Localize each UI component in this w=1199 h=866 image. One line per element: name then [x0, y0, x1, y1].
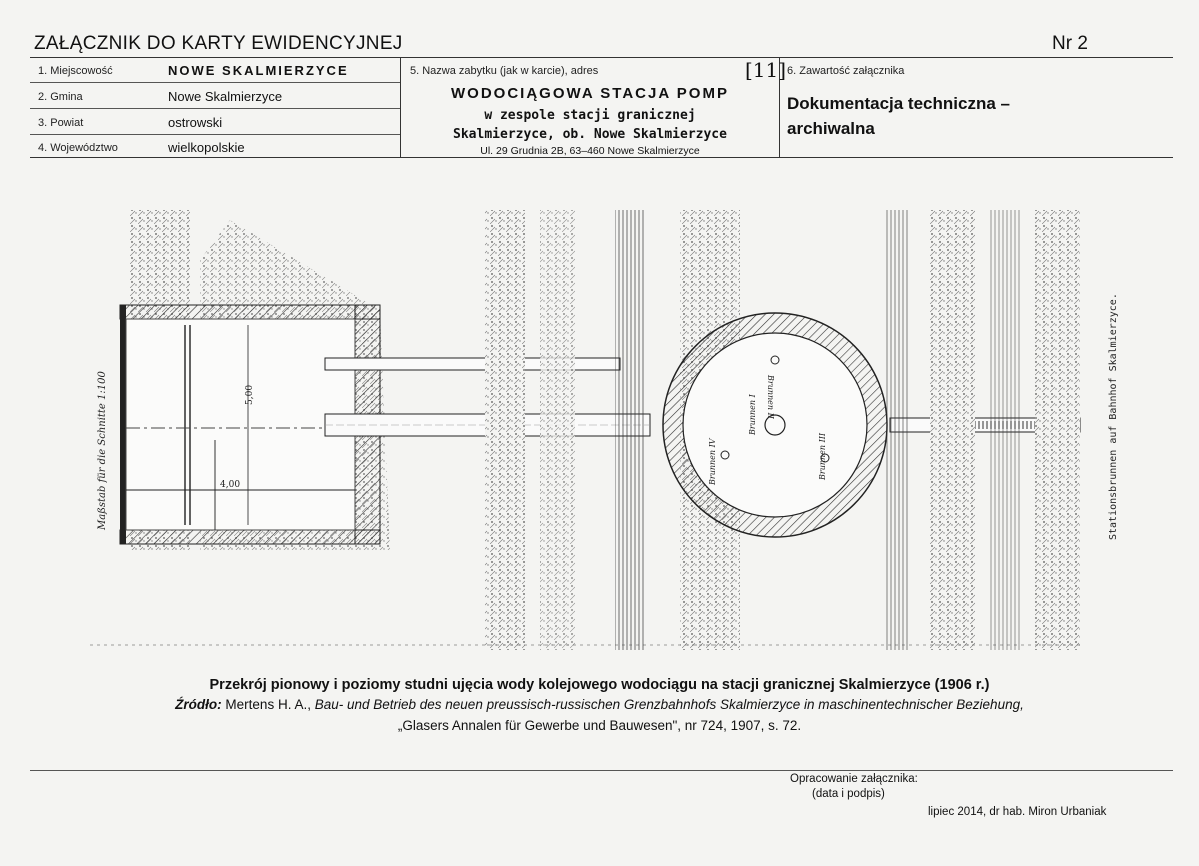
well-section-drawing — [90, 200, 1140, 660]
caption-journal: „Glasers Annalen für Gewerbe und Bauwesen", nr 724, 1907, s. 72. — [397, 718, 802, 733]
well-2-label: Brunnen II — [766, 375, 775, 419]
field-1-label: 1. Miejscowość — [38, 65, 113, 77]
bore-strip-1 — [485, 210, 525, 650]
well-3-label: Brunnen III — [818, 432, 827, 480]
monument-subtitle: w zespole stacji granicznej — [484, 108, 696, 123]
well-plan-interior — [683, 333, 867, 517]
source-label: Źródło: — [175, 697, 222, 712]
soil-right-1 — [930, 210, 975, 650]
monument-location: Skalmierzyce, ob. Nowe Skalmierzyce — [453, 127, 727, 142]
field-6-label: 6. Zawartość załącznika — [787, 65, 905, 77]
shaft-top — [120, 305, 380, 319]
field-6-value-line-1: Dokumentacja techniczna – — [787, 94, 1010, 113]
caption-title: Przekrój pionowy i poziomy studni ujęcia wody kolejowego wodociągu na stacji granicznej Skalmierzyce (1906 r.) — [209, 677, 990, 693]
field-3-label: 3. Powiat — [38, 117, 84, 129]
monument-address: Ul. 29 Grudnia 2B, 63–460 Nowe Skalmierzyce — [480, 145, 700, 157]
technical-drawing — [90, 200, 1140, 660]
source-title: Bau- und Betrieb des neuen preussisch-russischen Grenzbahnhofs Skalmierzyce in maschinentechnischer Beziehung, — [314, 697, 1024, 712]
monument-name: WODOCIĄGOWA STACJA POMP — [451, 85, 729, 102]
pipe-upper — [325, 358, 620, 370]
handwritten-number: [11] — [745, 58, 787, 82]
left-row-line-3 — [30, 134, 400, 135]
soil-right-2 — [1035, 210, 1080, 650]
field-2-label: 2. Gmina — [38, 91, 83, 103]
field-4-label: 4. Województwo — [38, 142, 118, 154]
field-1-value: NOWE SKALMIERZYCE — [168, 63, 349, 78]
table-bottom-line — [30, 157, 1173, 158]
field-6-value-line-2: archiwalna — [787, 119, 875, 138]
source-author: Mertens H. A., — [225, 697, 315, 712]
field-3-value: ostrowski — [168, 115, 223, 130]
well-4-label: Brunnen IV — [708, 438, 717, 485]
date-signature-label: (data i podpis) — [812, 788, 885, 800]
field-2-value: Nowe Skalmierzyce — [168, 89, 283, 104]
col-divider-1 — [400, 57, 401, 157]
attachment-title: ZAŁĄCZNIK DO KARTY EWIDENCYJNEJ — [34, 33, 403, 54]
shaft-interior — [126, 319, 355, 530]
bore-strip-3 — [615, 210, 645, 650]
scale-label: Maßstab für die Schnitte 1:100 — [97, 371, 108, 530]
prepared-label: Opracowanie załącznika: — [790, 773, 918, 785]
field-4-value: wielkopolskie — [168, 140, 245, 155]
field-5-label: 5. Nazwa zabytku (jak w karcie), adres — [410, 65, 599, 77]
well-1-label: Brunnen I — [748, 394, 757, 435]
shaft-left-wall — [120, 305, 126, 544]
attachment-number: Nr 2 — [1052, 33, 1088, 54]
bore-strip-2 — [540, 210, 575, 650]
dim-label-500: 5,00 — [245, 384, 255, 405]
table-top-line — [30, 57, 1173, 58]
dim-label-400: 4,00 — [220, 480, 241, 490]
caption-source — [0, 697, 1199, 712]
signature-text: lipiec 2014, dr hab. Miron Urbaniak — [928, 806, 1107, 818]
left-row-line-1 — [30, 82, 400, 83]
bore-strip-4 — [885, 210, 910, 650]
bore-strip-5 — [990, 210, 1020, 650]
drawing-side-title: Stationsbrunnen auf Bahnhof Skalmierzyce. — [1108, 293, 1119, 540]
shaft-bottom — [120, 530, 380, 544]
left-row-line-2 — [30, 108, 400, 109]
footer-line — [30, 770, 1173, 771]
